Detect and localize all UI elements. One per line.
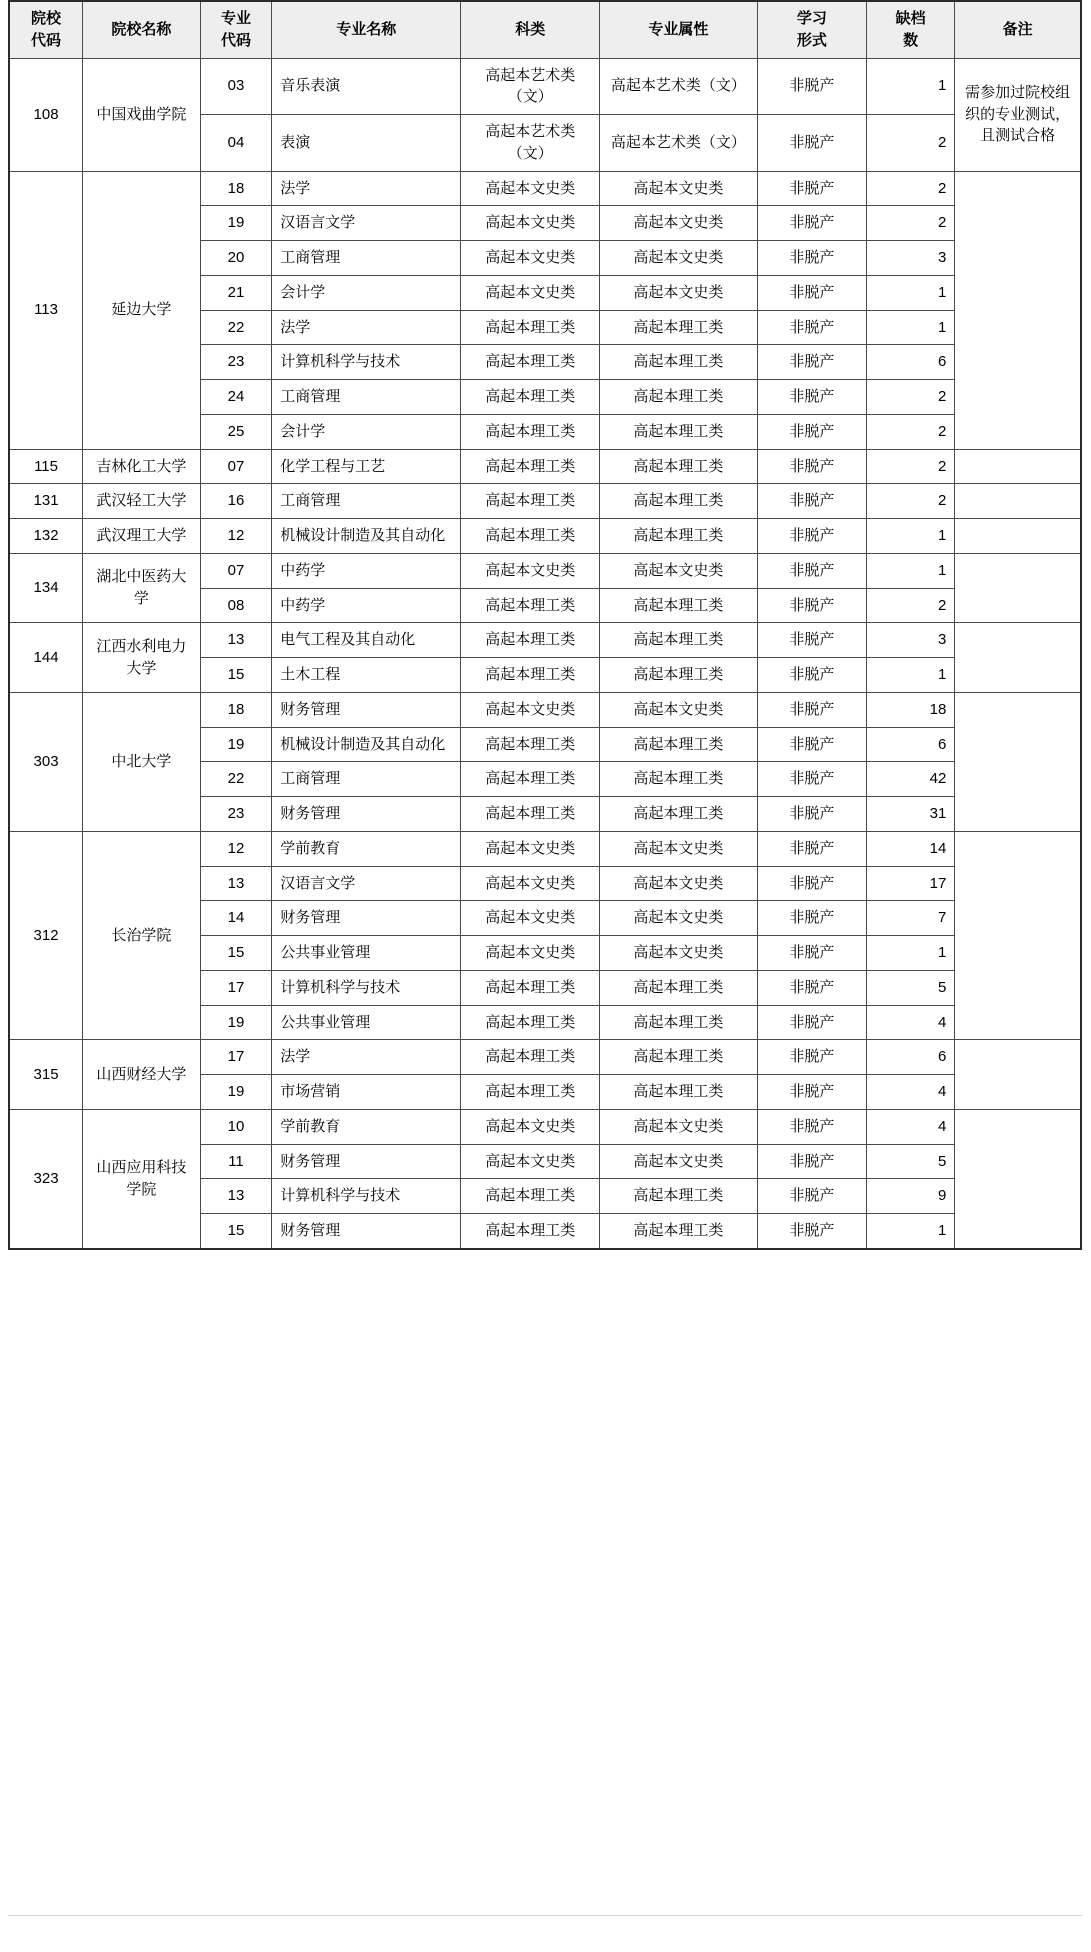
major-code-cell: 23: [200, 345, 271, 380]
vacancy-count-cell: 1: [867, 1214, 955, 1249]
major-name-cell: 工商管理: [272, 241, 461, 276]
column-header-line: 学习: [796, 10, 827, 27]
school-name-cell: 湖北中医药大学: [83, 553, 201, 623]
major-code-cell: 19: [200, 1005, 271, 1040]
major-name-cell: 表演: [272, 115, 461, 172]
remark-cell: [955, 484, 1081, 519]
column-header-line: 代码: [31, 31, 62, 49]
vacancy-count-cell: 31: [867, 797, 955, 832]
subject-category-cell: 高起本理工类: [461, 414, 600, 449]
table-row: [9, 519, 1081, 554]
vacancy-count-cell: 2: [867, 380, 955, 415]
column-header-2: [200, 1, 271, 58]
vacancy-count-cell: 9: [867, 1179, 955, 1214]
subject-category-cell: 高起本理工类: [461, 449, 600, 484]
column-header-line: 院校名称: [111, 20, 172, 38]
table-row: [9, 692, 1081, 727]
major-name-cell: 中药学: [272, 553, 461, 588]
study-form-cell: 非脱产: [757, 380, 866, 415]
table-row: [9, 449, 1081, 484]
vacancy-count-cell: 2: [867, 449, 955, 484]
study-form-cell: 非脱产: [757, 310, 866, 345]
study-form-cell: 非脱产: [757, 866, 866, 901]
study-form-cell: 非脱产: [757, 762, 866, 797]
school-code-cell: 144: [9, 623, 83, 693]
major-name-cell: 财务管理: [272, 901, 461, 936]
study-form-cell: 非脱产: [757, 623, 866, 658]
remark-cell: [955, 623, 1081, 693]
major-code-cell: 18: [200, 171, 271, 206]
major-code-cell: 12: [200, 831, 271, 866]
vacancy-count-cell: 6: [867, 345, 955, 380]
major-code-cell: 17: [200, 1040, 271, 1075]
major-name-cell: 音乐表演: [272, 58, 461, 115]
remark-cell: [955, 519, 1081, 554]
school-name-cell: 吉林化工大学: [83, 449, 201, 484]
vacancy-count-cell: 2: [867, 414, 955, 449]
major-name-cell: 计算机科学与技术: [272, 345, 461, 380]
major-code-cell: 22: [200, 762, 271, 797]
major-code-cell: 25: [200, 414, 271, 449]
major-name-cell: 工商管理: [272, 380, 461, 415]
major-code-cell: 15: [200, 1214, 271, 1249]
vacancy-count-cell: 2: [867, 588, 955, 623]
major-code-cell: 04: [200, 115, 271, 172]
study-form-cell: 非脱产: [757, 727, 866, 762]
school-code-cell: 134: [9, 553, 83, 623]
school-name-cell: 武汉轻工大学: [83, 484, 201, 519]
major-code-cell: 19: [200, 727, 271, 762]
major-name-cell: 工商管理: [272, 762, 461, 797]
vacancy-count-cell: 18: [867, 692, 955, 727]
study-form-cell: 非脱产: [757, 1109, 866, 1144]
table-row: [9, 623, 1081, 658]
vacancy-count-cell: 3: [867, 623, 955, 658]
subject-category-cell: 高起本文史类: [461, 171, 600, 206]
major-name-cell: 土木工程: [272, 658, 461, 693]
major-name-cell: 汉语言文学: [272, 206, 461, 241]
vacancy-count-cell: 2: [867, 171, 955, 206]
major-code-cell: 13: [200, 866, 271, 901]
footer-divider: [8, 1915, 1082, 1916]
major-name-cell: 计算机科学与技术: [272, 970, 461, 1005]
study-form-cell: 非脱产: [757, 275, 866, 310]
column-header-line: 专业属性: [648, 20, 709, 38]
study-form-cell: 非脱产: [757, 1075, 866, 1110]
major-attribute-cell: 高起本文史类: [600, 692, 758, 727]
column-header-0: [9, 1, 83, 58]
vacancy-count-cell: 2: [867, 206, 955, 241]
major-attribute-cell: 高起本理工类: [600, 310, 758, 345]
major-code-cell: 03: [200, 58, 271, 115]
column-header-line: 备注: [1002, 20, 1033, 38]
major-code-cell: 16: [200, 484, 271, 519]
study-form-cell: 非脱产: [757, 901, 866, 936]
study-form-cell: 非脱产: [757, 1214, 866, 1249]
major-name-cell: 财务管理: [272, 797, 461, 832]
school-code-cell: 312: [9, 831, 83, 1040]
school-name-cell: 长治学院: [83, 831, 201, 1040]
school-name-cell: 中北大学: [83, 692, 201, 831]
major-code-cell: 08: [200, 588, 271, 623]
vacancy-count-cell: 7: [867, 901, 955, 936]
study-form-cell: 非脱产: [757, 345, 866, 380]
vacancy-table: [8, 0, 1082, 1250]
study-form-cell: 非脱产: [757, 553, 866, 588]
major-code-cell: 14: [200, 901, 271, 936]
major-code-cell: 12: [200, 519, 271, 554]
school-code-cell: 115: [9, 449, 83, 484]
vacancy-count-cell: 4: [867, 1075, 955, 1110]
major-attribute-cell: 高起本艺术类（文）: [600, 115, 758, 172]
subject-category-cell: 高起本理工类: [461, 484, 600, 519]
study-form-cell: 非脱产: [757, 241, 866, 276]
vacancy-count-cell: 1: [867, 519, 955, 554]
major-attribute-cell: 高起本理工类: [600, 1214, 758, 1249]
study-form-cell: 非脱产: [757, 484, 866, 519]
major-name-cell: 汉语言文学: [272, 866, 461, 901]
vacancy-count-cell: 1: [867, 58, 955, 115]
major-code-cell: 15: [200, 936, 271, 971]
remark-cell: [955, 1109, 1081, 1249]
vacancy-count-cell: 4: [867, 1005, 955, 1040]
vacancy-count-cell: 1: [867, 310, 955, 345]
vacancy-count-cell: 5: [867, 970, 955, 1005]
major-name-cell: 会计学: [272, 275, 461, 310]
major-attribute-cell: 高起本理工类: [600, 588, 758, 623]
remark-cell: [955, 171, 1081, 449]
major-name-cell: 电气工程及其自动化: [272, 623, 461, 658]
major-name-cell: 财务管理: [272, 692, 461, 727]
major-code-cell: 19: [200, 206, 271, 241]
major-attribute-cell: 高起本理工类: [600, 1005, 758, 1040]
study-form-cell: 非脱产: [757, 1005, 866, 1040]
school-code-cell: 315: [9, 1040, 83, 1110]
column-header-5: [600, 1, 758, 58]
major-name-cell: 学前教育: [272, 831, 461, 866]
major-attribute-cell: 高起本理工类: [600, 1179, 758, 1214]
major-attribute-cell: 高起本理工类: [600, 449, 758, 484]
subject-category-cell: 高起本理工类: [461, 1005, 600, 1040]
study-form-cell: 非脱产: [757, 658, 866, 693]
major-code-cell: 24: [200, 380, 271, 415]
major-code-cell: 07: [200, 553, 271, 588]
column-header-line: 专业: [220, 10, 251, 27]
table-header: [9, 1, 1081, 58]
subject-category-cell: 高起本理工类: [461, 1179, 600, 1214]
vacancy-count-cell: 1: [867, 275, 955, 310]
subject-category-cell: 高起本理工类: [461, 623, 600, 658]
table-row: [9, 831, 1081, 866]
vacancy-count-cell: 14: [867, 831, 955, 866]
major-code-cell: 22: [200, 310, 271, 345]
subject-category-cell: 高起本理工类: [461, 588, 600, 623]
school-code-cell: 303: [9, 692, 83, 831]
study-form-cell: 非脱产: [757, 115, 866, 172]
major-attribute-cell: 高起本文史类: [600, 831, 758, 866]
school-code-cell: 132: [9, 519, 83, 554]
school-code-cell: 323: [9, 1109, 83, 1249]
major-code-cell: 13: [200, 1179, 271, 1214]
remark-cell: [955, 553, 1081, 623]
major-attribute-cell: 高起本理工类: [600, 484, 758, 519]
major-name-cell: 机械设计制造及其自动化: [272, 519, 461, 554]
major-code-cell: 17: [200, 970, 271, 1005]
school-code-cell: 131: [9, 484, 83, 519]
study-form-cell: 非脱产: [757, 936, 866, 971]
vacancy-count-cell: 4: [867, 1109, 955, 1144]
subject-category-cell: 高起本文史类: [461, 866, 600, 901]
major-code-cell: 13: [200, 623, 271, 658]
study-form-cell: 非脱产: [757, 58, 866, 115]
subject-category-cell: 高起本理工类: [461, 970, 600, 1005]
vacancy-count-cell: 2: [867, 115, 955, 172]
major-attribute-cell: 高起本文史类: [600, 171, 758, 206]
vacancy-count-cell: 3: [867, 241, 955, 276]
major-attribute-cell: 高起本文史类: [600, 1109, 758, 1144]
vacancy-count-cell: 1: [867, 553, 955, 588]
major-name-cell: 市场营销: [272, 1075, 461, 1110]
major-name-cell: 中药学: [272, 588, 461, 623]
column-header-6: [757, 1, 866, 58]
subject-category-cell: 高起本理工类: [461, 1040, 600, 1075]
table-row: [9, 484, 1081, 519]
study-form-cell: 非脱产: [757, 1040, 866, 1075]
subject-category-cell: 高起本文史类: [461, 1144, 600, 1179]
column-header-line: 数: [903, 31, 919, 49]
major-code-cell: 07: [200, 449, 271, 484]
column-header-1: [83, 1, 201, 58]
column-header-8: [955, 1, 1081, 58]
major-name-cell: 公共事业管理: [272, 936, 461, 971]
subject-category-cell: 高起本文史类: [461, 692, 600, 727]
subject-category-cell: 高起本理工类: [461, 1075, 600, 1110]
subject-category-cell: 高起本理工类: [461, 345, 600, 380]
major-attribute-cell: 高起本文史类: [600, 1144, 758, 1179]
major-name-cell: 机械设计制造及其自动化: [272, 727, 461, 762]
subject-category-cell: 高起本理工类: [461, 797, 600, 832]
major-attribute-cell: 高起本文史类: [600, 241, 758, 276]
table-body: [9, 58, 1081, 1249]
table-row: [9, 58, 1081, 115]
major-attribute-cell: 高起本文史类: [600, 206, 758, 241]
subject-category-cell: 高起本理工类: [461, 310, 600, 345]
major-attribute-cell: 高起本文史类: [600, 866, 758, 901]
remark-cell: [955, 692, 1081, 831]
study-form-cell: 非脱产: [757, 797, 866, 832]
table-row: [9, 553, 1081, 588]
study-form-cell: 非脱产: [757, 831, 866, 866]
subject-category-cell: 高起本文史类: [461, 275, 600, 310]
subject-category-cell: 高起本理工类: [461, 1214, 600, 1249]
study-form-cell: 非脱产: [757, 970, 866, 1005]
major-attribute-cell: 高起本理工类: [600, 797, 758, 832]
major-code-cell: 19: [200, 1075, 271, 1110]
major-attribute-cell: 高起本理工类: [600, 1075, 758, 1110]
major-name-cell: 法学: [272, 310, 461, 345]
major-name-cell: 法学: [272, 171, 461, 206]
vacancy-count-cell: 1: [867, 658, 955, 693]
major-name-cell: 会计学: [272, 414, 461, 449]
subject-category-cell: 高起本艺术类（文）: [461, 58, 600, 115]
study-form-cell: 非脱产: [757, 171, 866, 206]
study-form-cell: 非脱产: [757, 449, 866, 484]
subject-category-cell: 高起本理工类: [461, 519, 600, 554]
subject-category-cell: 高起本理工类: [461, 658, 600, 693]
study-form-cell: 非脱产: [757, 1179, 866, 1214]
major-name-cell: 学前教育: [272, 1109, 461, 1144]
school-code-cell: 113: [9, 171, 83, 449]
major-code-cell: 15: [200, 658, 271, 693]
subject-category-cell: 高起本文史类: [461, 206, 600, 241]
remark-cell: [955, 449, 1081, 484]
vacancy-count-cell: 5: [867, 1144, 955, 1179]
major-attribute-cell: 高起本理工类: [600, 345, 758, 380]
study-form-cell: 非脱产: [757, 519, 866, 554]
major-attribute-cell: 高起本理工类: [600, 727, 758, 762]
vacancy-count-cell: 6: [867, 1040, 955, 1075]
major-code-cell: 18: [200, 692, 271, 727]
table-row: [9, 1109, 1081, 1144]
vacancy-count-cell: 42: [867, 762, 955, 797]
major-code-cell: 11: [200, 1144, 271, 1179]
subject-category-cell: 高起本理工类: [461, 727, 600, 762]
major-attribute-cell: 高起本文史类: [600, 275, 758, 310]
column-header-line: 代码: [220, 31, 251, 49]
vacancy-count-cell: 1: [867, 936, 955, 971]
subject-category-cell: 高起本文史类: [461, 901, 600, 936]
column-header-line: 缺档: [895, 10, 926, 27]
major-name-cell: 财务管理: [272, 1144, 461, 1179]
major-name-cell: 计算机科学与技术: [272, 1179, 461, 1214]
subject-category-cell: 高起本文史类: [461, 1109, 600, 1144]
study-form-cell: 非脱产: [757, 692, 866, 727]
major-name-cell: 财务管理: [272, 1214, 461, 1249]
vacancy-count-cell: 2: [867, 484, 955, 519]
major-attribute-cell: 高起本理工类: [600, 519, 758, 554]
major-attribute-cell: 高起本理工类: [600, 970, 758, 1005]
subject-category-cell: 高起本文史类: [461, 241, 600, 276]
major-attribute-cell: 高起本理工类: [600, 623, 758, 658]
major-attribute-cell: 高起本艺术类（文）: [600, 58, 758, 115]
major-name-cell: 化学工程与工艺: [272, 449, 461, 484]
study-form-cell: 非脱产: [757, 588, 866, 623]
major-name-cell: 法学: [272, 1040, 461, 1075]
major-name-cell: 工商管理: [272, 484, 461, 519]
major-attribute-cell: 高起本文史类: [600, 936, 758, 971]
remark-cell: [955, 831, 1081, 1040]
table-row: [9, 171, 1081, 206]
study-form-cell: 非脱产: [757, 1144, 866, 1179]
subject-category-cell: 高起本理工类: [461, 762, 600, 797]
column-header-line: 形式: [796, 31, 827, 49]
remark-cell: [955, 1040, 1081, 1110]
major-attribute-cell: 高起本理工类: [600, 414, 758, 449]
major-code-cell: 20: [200, 241, 271, 276]
subject-category-cell: 高起本文史类: [461, 936, 600, 971]
column-header-line: 院校: [31, 10, 62, 27]
column-header-line: 专业名称: [336, 20, 397, 38]
major-attribute-cell: 高起本文史类: [600, 901, 758, 936]
column-header-7: [867, 1, 955, 58]
major-code-cell: 23: [200, 797, 271, 832]
major-name-cell: 公共事业管理: [272, 1005, 461, 1040]
column-header-4: [461, 1, 600, 58]
school-name-cell: 中国戏曲学院: [83, 58, 201, 171]
major-attribute-cell: 高起本理工类: [600, 762, 758, 797]
subject-category-cell: 高起本文史类: [461, 831, 600, 866]
remark-cell: 需参加过院校组织的专业测试，且测试合格: [955, 58, 1081, 171]
subject-category-cell: 高起本文史类: [461, 553, 600, 588]
major-attribute-cell: 高起本理工类: [600, 658, 758, 693]
table-row: [9, 1040, 1081, 1075]
column-header-3: [272, 1, 461, 58]
major-attribute-cell: 高起本文史类: [600, 553, 758, 588]
subject-category-cell: 高起本理工类: [461, 380, 600, 415]
major-code-cell: 10: [200, 1109, 271, 1144]
vacancy-count-cell: 6: [867, 727, 955, 762]
school-name-cell: 山西财经大学: [83, 1040, 201, 1110]
school-code-cell: 108: [9, 58, 83, 171]
school-name-cell: 江西水利电力大学: [83, 623, 201, 693]
major-attribute-cell: 高起本理工类: [600, 1040, 758, 1075]
school-name-cell: 山西应用科技学院: [83, 1109, 201, 1249]
column-header-line: 科类: [515, 20, 546, 38]
header-row: [9, 1, 1081, 58]
vacancy-count-cell: 17: [867, 866, 955, 901]
major-code-cell: 21: [200, 275, 271, 310]
subject-category-cell: 高起本艺术类（文）: [461, 115, 600, 172]
school-name-cell: 延边大学: [83, 171, 201, 449]
study-form-cell: 非脱产: [757, 206, 866, 241]
major-attribute-cell: 高起本理工类: [600, 380, 758, 415]
study-form-cell: 非脱产: [757, 414, 866, 449]
school-name-cell: 武汉理工大学: [83, 519, 201, 554]
